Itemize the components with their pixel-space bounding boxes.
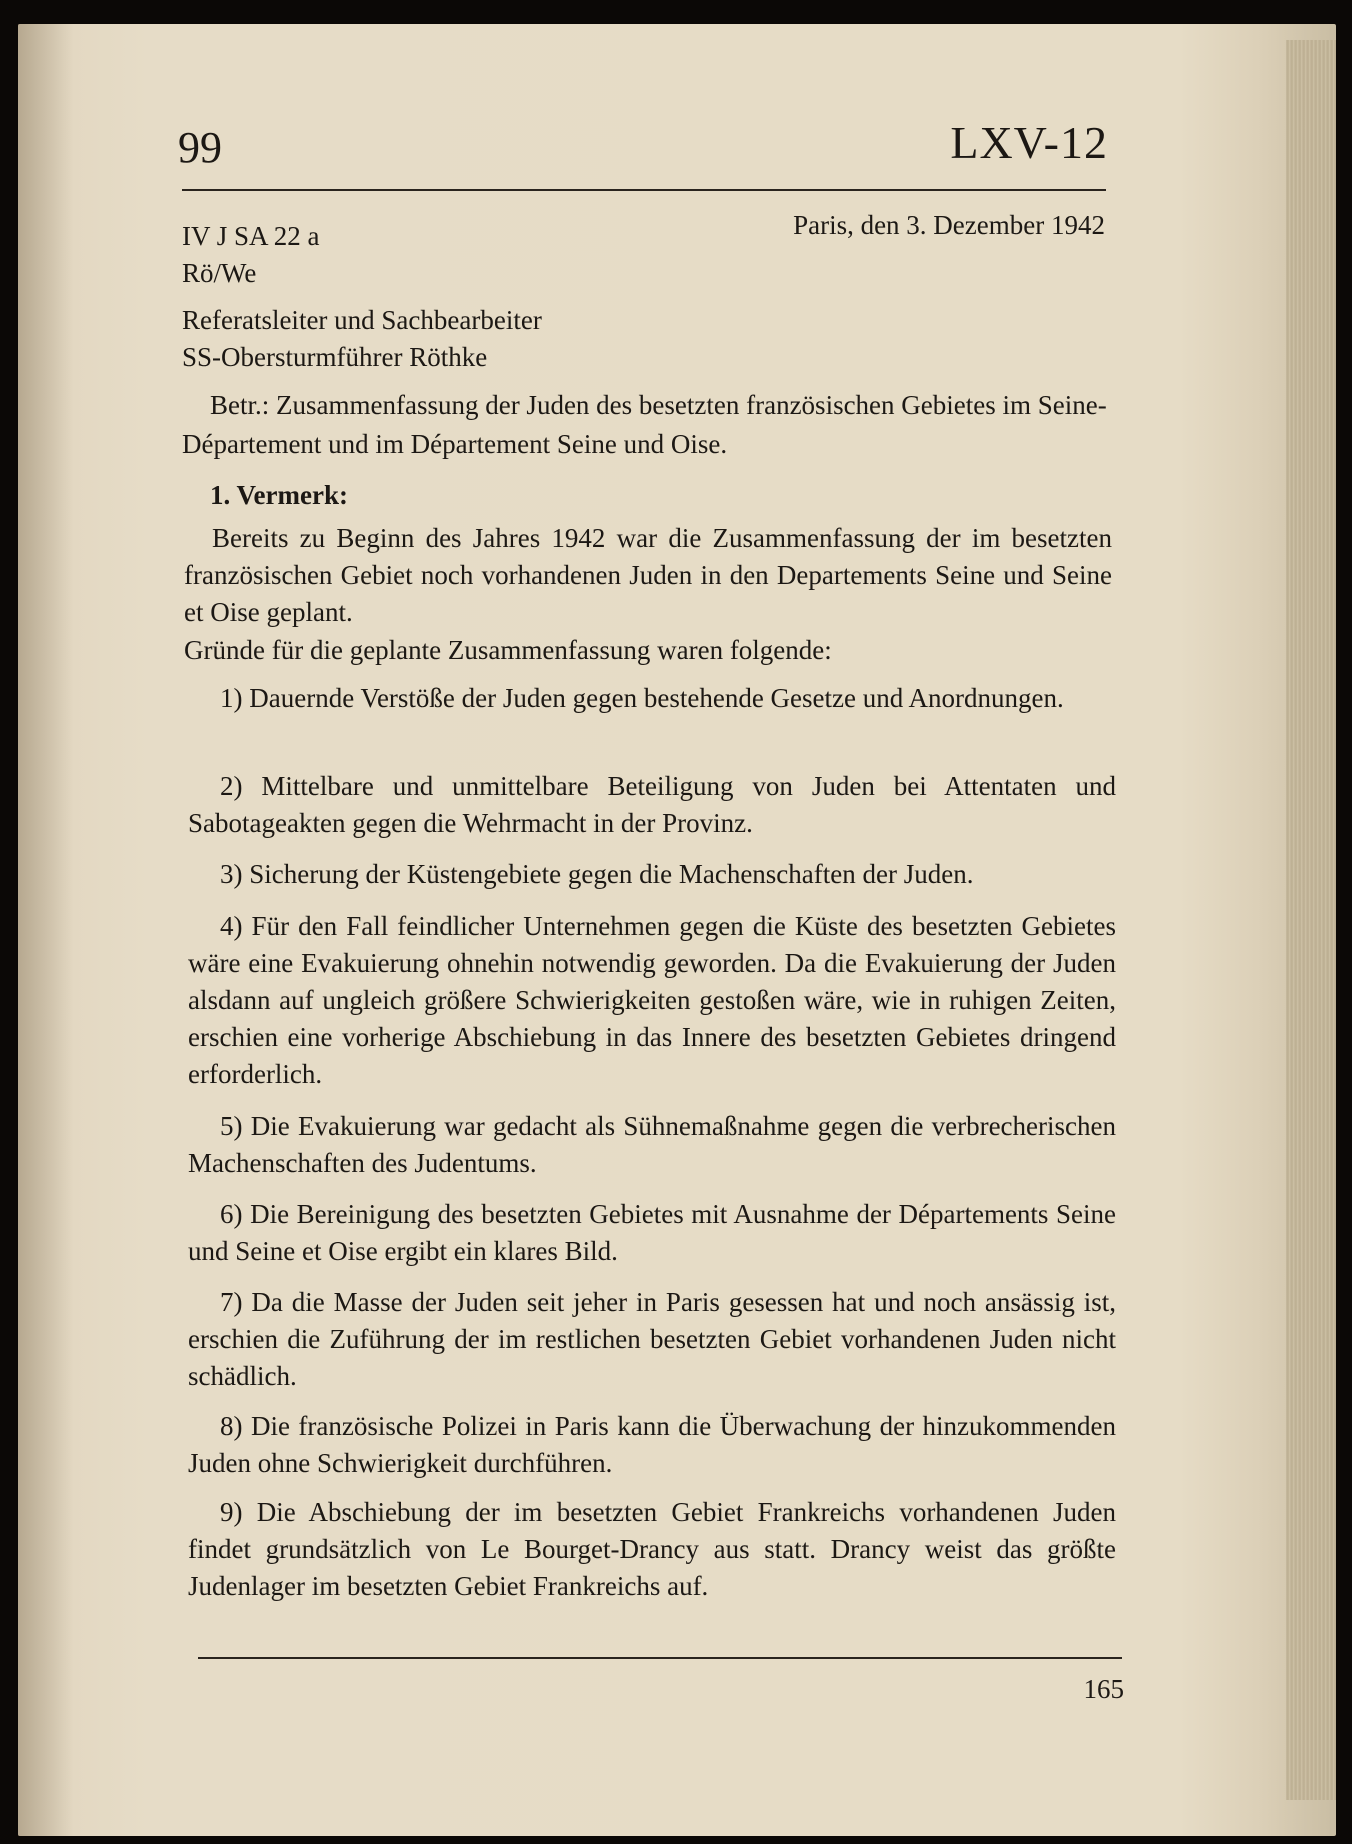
list-item: 9) Die Abschiebung der im besetzten Gebiet Frankreichs vorhandenen Juden findet grundsätzlich von Le Bourget-Drancy aus statt. Drancy weist das größte Judenlager im besetzten Gebiet Frankreichs auf.	[188, 1497, 1116, 1601]
page-edges	[1286, 40, 1336, 1800]
folio-number: 99	[178, 123, 222, 172]
page-number: 165	[1083, 1674, 1124, 1704]
document-number: LXV-12	[950, 117, 1108, 168]
author-block	[182, 302, 542, 376]
subject-line: Betr.: Zusammenfassung der Juden des besetzten französischen Gebietes im Seine-Département und im Département Seine und Oise.	[182, 390, 1107, 459]
list-item: 1) Dauernde Verstöße der Juden gegen bestehende Gesetze und Anordnungen.	[220, 683, 1064, 713]
list-item: 7) Da die Masse der Juden seit jeher in Paris gesessen hat und noch ansässig ist, erschien die Zuführung der im restlichen besetzten Gebiet vorhandenen Juden nicht schädlich.	[188, 1287, 1116, 1391]
reasons-intro: Gründe für die geplante Zusammenfassung waren folgende:	[184, 635, 832, 665]
initials: Rö/We	[182, 258, 257, 288]
author-name: SS-Obersturmführer Röthke	[182, 342, 488, 372]
file-reference	[182, 218, 320, 292]
list-item: 2) Mittelbare und unmittelbare Beteiligung von Juden bei Attentaten und Sabotageakten gegen die Wehrmacht in der Provinz.	[188, 771, 1116, 838]
date-line: Paris, den 3. Dezember 1942	[793, 210, 1105, 240]
list-item: 6) Die Bereinigung des besetzten Gebietes mit Ausnahme der Départements Seine und Seine et Oise ergibt ein klares Bild.	[188, 1199, 1116, 1266]
footer-rule	[198, 1657, 1122, 1659]
file-code: IV J SA 22 a	[182, 221, 320, 251]
header-rule	[182, 189, 1106, 191]
list-item: 5) Die Evakuierung war gedacht als Sühnemaßnahme gegen die verbrecherischen Machenschaften des Judentums.	[188, 1111, 1116, 1178]
binding-shadow	[18, 24, 74, 1836]
section-heading: 1. Vermerk:	[210, 480, 348, 510]
intro-paragraph: Bereits zu Beginn des Jahres 1942 war die Zusammenfassung der im besetzten französischen Gebiet noch vorhandenen Juden in den Departements Seine und Seine et Oise geplant.	[184, 523, 1112, 627]
list-item: 8) Die französische Polizei in Paris kann die Überwachung der hinzukommenden Juden ohne Schwierigkeit durchführen.	[188, 1411, 1116, 1478]
list-item: 4) Für den Fall feindlicher Unternehmen gegen die Küste des besetzten Gebietes wäre eine Evakuierung ohnehin notwendig geworden. Da die Evakuierung der Juden alsdann auf ungleich größere Schwierigkeiten gestoßen wäre, wie in ruhigen Zeiten, erschien eine vorherige Abschiebung in das Innere des besetzten Gebietes dringend erforderlich.	[188, 911, 1116, 1089]
author-title: Referatsleiter und Sachbearbeiter	[182, 305, 542, 335]
list-item: 3) Sicherung der Küstengebiete gegen die Machenschaften der Juden.	[220, 859, 974, 889]
